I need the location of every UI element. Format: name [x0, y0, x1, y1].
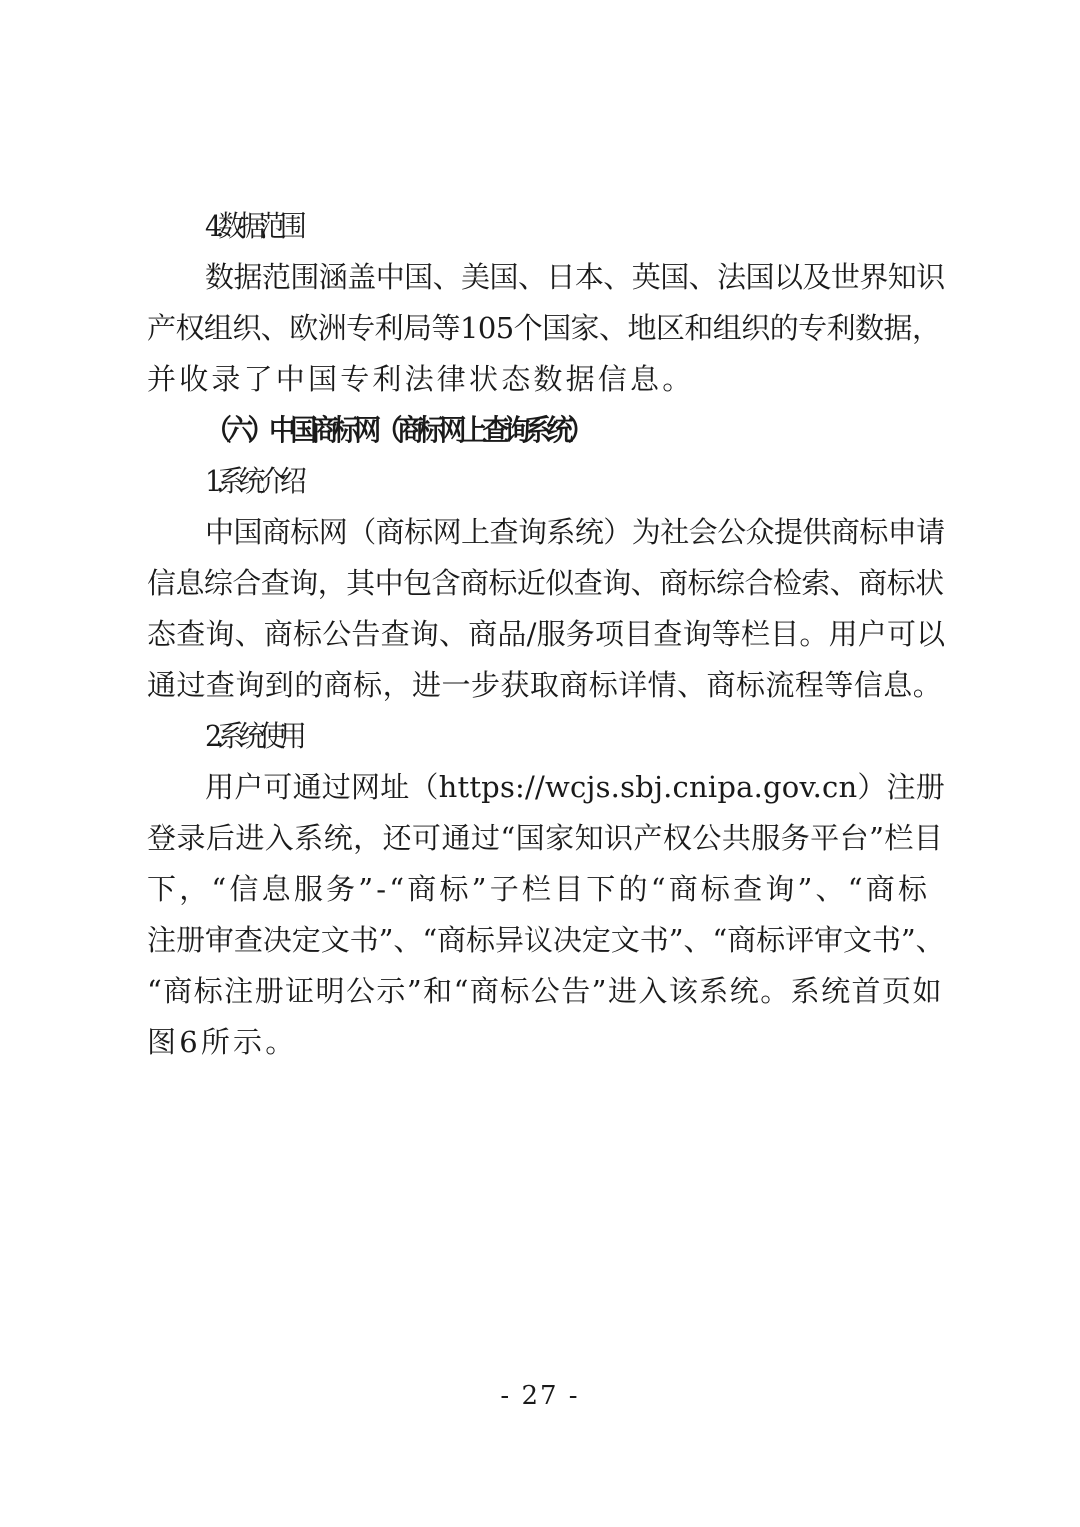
paragraph-line: 并收录了中国专利法律状态数据信息。: [147, 362, 695, 396]
paragraph-line: 中国商标网（商标网上查询系统）为社会公众提供商标申请: [205, 515, 945, 549]
paragraph-line: 下，“信息服务”-“商标”子栏目下的“商标查询”、“商标: [147, 872, 931, 906]
subsection-heading-data-scope: 4.数据范围: [205, 209, 301, 243]
paragraph-line: “商标注册证明公示”和“商标公告”进入该系统。系统首页如: [147, 974, 943, 1008]
paragraph-line: 产权组织、欧洲专利局等105个国家、地区和组织的专利数据，: [147, 311, 941, 345]
paragraph-line: 用户可通过网址（https://wcjs.sbj.cnipa.gov.cn）注册: [205, 770, 945, 804]
paragraph-line: 态查询、商标公告查询、商品/服务项目查询等栏目。用户可以: [147, 617, 946, 651]
subsection-heading-system-use: 2.系统使用: [205, 719, 301, 753]
paragraph-line: 登录后进入系统，还可通过“国家知识产权公共服务平台”栏目: [147, 821, 944, 855]
subsection-heading-system-intro: 1.系统介绍: [205, 464, 301, 498]
page-number: - 27 -: [500, 1381, 580, 1411]
section-heading-trademark-site: （六）中国商标网（商标网上查询系统）: [205, 413, 589, 447]
paragraph-line: 图6所示。: [147, 1025, 298, 1059]
paragraph-line: 信息综合查询，其中包含商标近似查询、商标综合检索、商标状: [147, 566, 944, 600]
paragraph-line: 通过查询到的商标，进一步获取商标详情、商标流程等信息。: [147, 668, 943, 702]
paragraph-line: 数据范围涵盖中国、美国、日本、英国、法国以及世界知识: [205, 260, 945, 294]
paragraph-line: 注册审查决定文书”、“商标异议决定文书”、“商标评审文书”、: [147, 923, 945, 957]
